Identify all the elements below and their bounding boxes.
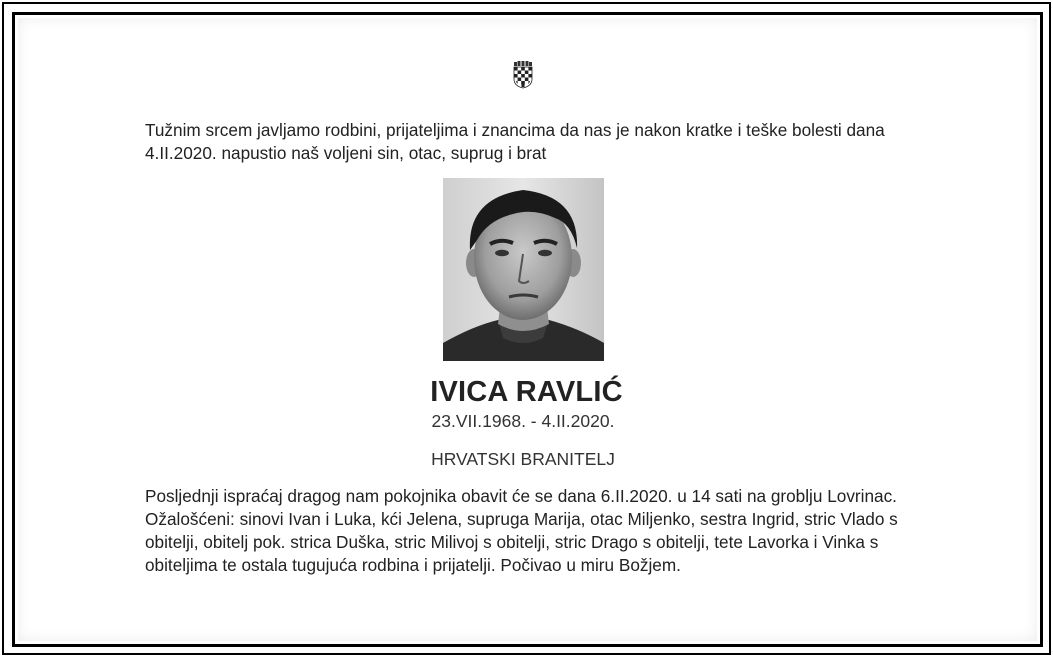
intro-text: Tužnim srcem javljamo rodbini, prijateljima i znancima da nas je nakon kratke i teške bolesti dana 4.II.2020. napustio naš voljeni sin, otac, suprug i brat: [145, 120, 885, 163]
deceased-name: IVICA RAVLIĆ: [430, 376, 623, 408]
portrait-photo: [443, 178, 604, 361]
funeral-details-text: Posljednji ispraćaj dragog nam pokojnika obavit će se dana 6.II.2020. u 14 sati na groblju Lovrinac. Ožalošćeni: sinovi Ivan i Luka, kći Jelena, supruga Marija, otac Miljenko, sestra Ingrid, stric Vlado s obitelji, obitelj pok. strica Duška, stric Milivoj s obitelji, stric Drago s obitelji, tete Lavorka i Vinka s obiteljima te ostala tugujuća rodbina i prijatelji. Počivao u miru Božjem.: [145, 486, 898, 575]
portrait-image: [443, 178, 604, 361]
croatian-coat-of-arms-icon: [513, 61, 533, 89]
title-role: HRVATSKI BRANITELJ: [431, 449, 615, 469]
life-dates: 23.VII.1968. - 4.II.2020.: [431, 411, 615, 431]
